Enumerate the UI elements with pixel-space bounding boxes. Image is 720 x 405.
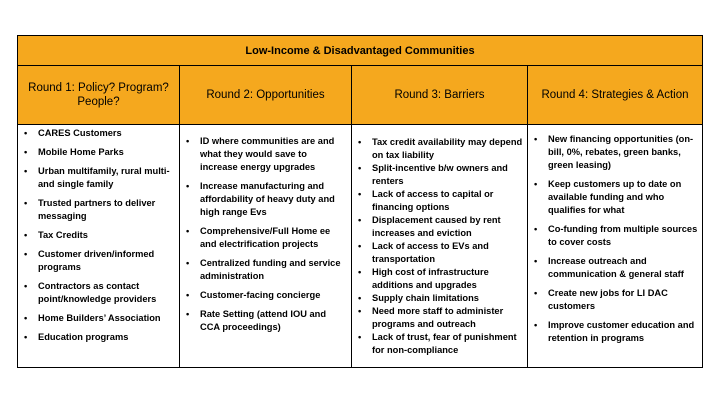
list-item	[180, 135, 351, 174]
list-item	[18, 197, 179, 223]
list-item	[352, 188, 527, 214]
list-item	[528, 255, 702, 281]
list-item	[528, 319, 702, 345]
bullet-icon: •	[358, 214, 362, 225]
bullet-icon: •	[24, 313, 28, 323]
header-round-3: Round 3: Barriers	[352, 66, 528, 124]
list-item	[18, 331, 179, 344]
round-4-list	[528, 133, 702, 359]
list-item	[528, 178, 702, 217]
list-item-text: Need more staff to administer programs and outreach	[372, 305, 504, 329]
list-item	[352, 240, 527, 266]
bullet-icon: •	[186, 289, 190, 300]
bullet-icon: •	[358, 292, 362, 303]
list-item	[352, 214, 527, 240]
list-item-text: Increase outreach and communication & general staff	[548, 256, 684, 279]
bullet-icon: •	[24, 281, 28, 291]
list-item-text: CARES Customers	[38, 128, 122, 138]
list-item	[18, 127, 179, 140]
list-item-text: High cost of infrastructure additions and upgrades	[372, 266, 489, 290]
list-item	[528, 133, 702, 172]
bullet-icon: •	[358, 331, 362, 342]
list-item	[352, 266, 527, 292]
bullet-icon: •	[24, 249, 28, 259]
bullet-icon: •	[186, 257, 190, 268]
list-item	[18, 229, 179, 242]
bullet-icon: •	[358, 162, 362, 173]
list-item-text: Education programs	[38, 332, 129, 342]
round-3-cell	[352, 125, 528, 367]
round-1-list	[18, 125, 179, 350]
bullet-icon: •	[186, 225, 190, 236]
bullet-icon: •	[358, 188, 362, 199]
list-item-text: Lack of trust, fear of punishment for non-compliance	[372, 331, 517, 355]
list-item	[180, 180, 351, 219]
header-round-1: Round 1: Policy? Program? People?	[18, 66, 180, 124]
round-2-cell	[180, 125, 352, 367]
list-item	[352, 162, 527, 188]
list-item-text: Rate Setting (attend IOU and CCA proceedings)	[200, 308, 327, 332]
list-item	[18, 248, 179, 274]
list-item	[18, 165, 179, 191]
list-item-text: Displacement caused by rent increases and eviction	[372, 214, 501, 238]
bullet-icon: •	[186, 135, 190, 146]
list-item	[352, 331, 527, 357]
list-item-text: Create new jobs for LI DAC customers	[548, 288, 668, 311]
header-round-4: Round 4: Strategies & Action	[541, 89, 689, 101]
list-item-text: Lack of access to EVs and transportation	[372, 240, 489, 264]
bullet-icon: •	[24, 147, 28, 157]
bullet-icon: •	[534, 256, 538, 266]
round-3-list	[352, 136, 527, 357]
header-row	[18, 66, 702, 125]
list-item-text: Customer-facing concierge	[200, 289, 321, 300]
list-item	[180, 257, 351, 283]
list-item-text: Lack of access to capital or financing options	[372, 188, 494, 212]
list-item	[352, 136, 527, 162]
list-item	[352, 305, 527, 331]
list-item	[180, 225, 351, 251]
bullet-icon: •	[24, 128, 28, 138]
list-item-text: Supply chain limitations	[372, 292, 479, 303]
list-item-text: Tax credit availability may depend on tax liability	[372, 136, 523, 160]
bullet-icon: •	[24, 198, 28, 208]
list-item-text: Contractors as contact point/knowledge providers	[38, 281, 157, 304]
bullet-icon: •	[534, 320, 538, 330]
list-item-text: New financing opportunities (on-bill, 0%, rebates, green banks, green leasing)	[548, 134, 694, 170]
bullet-icon: •	[534, 288, 538, 298]
list-item-text: Tax Credits	[38, 230, 88, 240]
list-item	[180, 289, 351, 302]
list-item	[18, 280, 179, 306]
bullet-icon: •	[534, 134, 538, 144]
bullet-icon: •	[24, 166, 28, 176]
header-round-2: Round 2: Opportunities	[180, 66, 352, 124]
list-item-text: Centralized funding and service administration	[200, 257, 341, 281]
table-title: Low-Income & Disadvantaged Communities	[18, 36, 702, 66]
bullet-icon: •	[358, 266, 362, 277]
bullet-icon: •	[186, 180, 190, 191]
list-item-text: Improve customer education and retention in programs	[548, 320, 695, 343]
list-item-text: Customer driven/informed programs	[38, 249, 155, 272]
body-row	[18, 125, 702, 367]
list-item	[528, 287, 702, 313]
list-item	[18, 146, 179, 159]
bullet-icon: •	[186, 308, 190, 319]
list-item-text: Increase manufacturing and affordability of heavy duty and high range Evs	[200, 180, 335, 217]
round-4-cell	[528, 125, 702, 367]
bullet-icon: •	[358, 136, 362, 147]
list-item-text: Mobile Home Parks	[38, 147, 124, 157]
round-1-cell	[18, 125, 180, 367]
bullet-icon: •	[24, 230, 28, 240]
list-item-text: Home Builders’ Association	[38, 313, 161, 323]
list-item-text: ID where communities are and what they would save to increase energy upgrades	[200, 135, 335, 172]
list-item	[352, 292, 527, 305]
list-item-text: Comprehensive/Full Home ee and electrification projects	[200, 225, 331, 249]
bullet-icon: •	[358, 305, 362, 316]
bullet-icon: •	[534, 224, 538, 234]
list-item-text: Co-funding from multiple sources to cover costs	[548, 224, 698, 247]
list-item-text: Keep customers up to date on available funding and who qualifies for what	[548, 179, 682, 215]
list-item-text: Split-incentive b/w owners and renters	[372, 162, 508, 186]
list-item	[180, 308, 351, 334]
list-item	[528, 223, 702, 249]
bullet-icon: •	[24, 332, 28, 342]
round-2-list	[180, 135, 351, 358]
bullet-icon: •	[358, 240, 362, 251]
list-item	[18, 312, 179, 325]
list-item-text: Urban multifamily, rural multi-and single family	[38, 166, 170, 189]
list-item-text: Trusted partners to deliver messaging	[38, 198, 156, 221]
ldac-table	[17, 35, 703, 368]
bullet-icon: •	[534, 179, 538, 189]
